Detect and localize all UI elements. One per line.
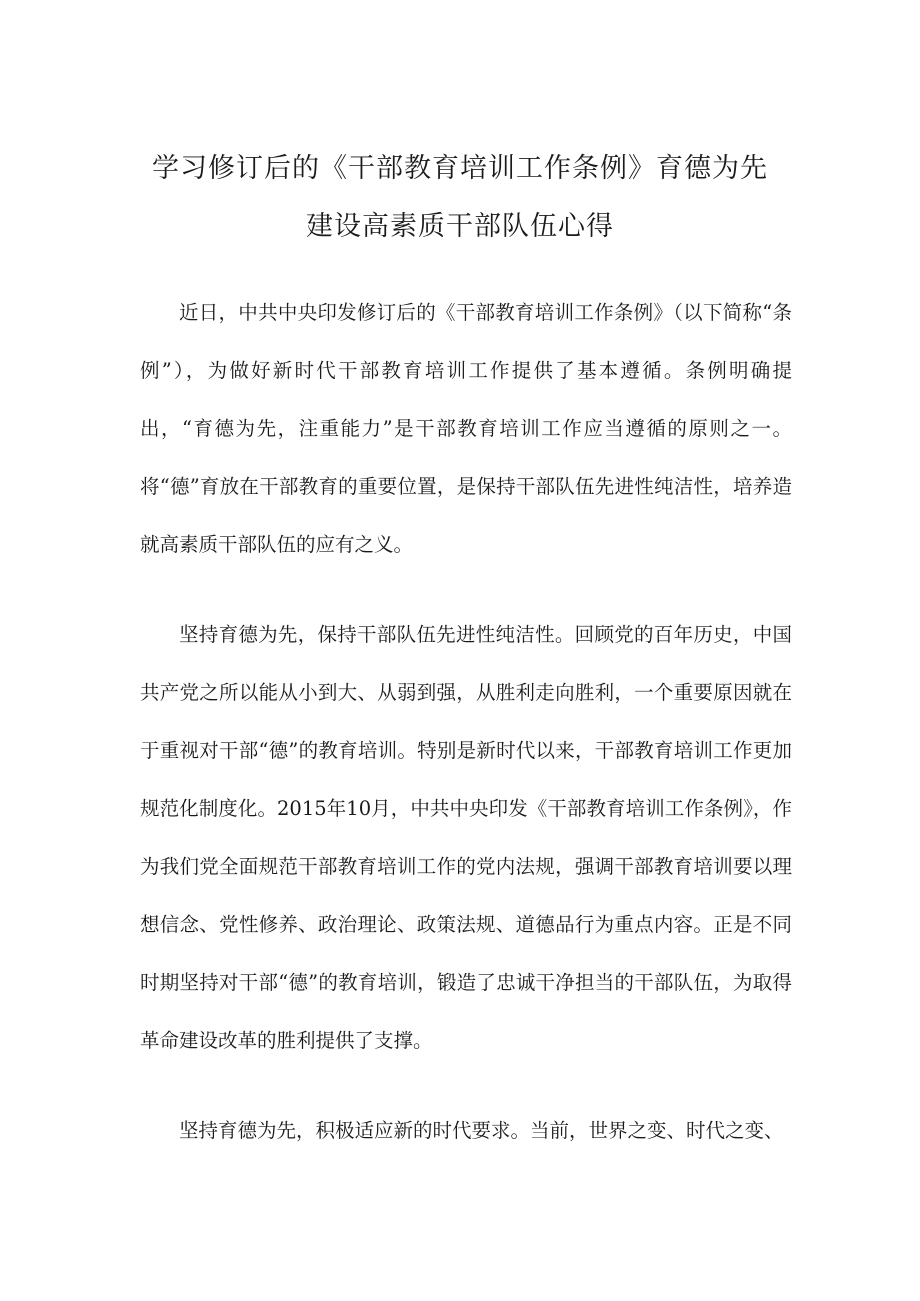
paragraph-2: 坚持育德为先，保持干部队伍先进性纯洁性。回顾党的百年历史，中国共产党之所以能从小到大、从弱到强，从胜利走向胜利，一个重要原因就在于重视对干部“德”的教育培训。特别是新时代以来，干部教育培训工作更加规范化制度化。2015年10月，中共中央印发《干部教育培训工作条例》，作为我们党全面规范干部教育培训工作的党内法规，强调干部教育培训要以理想信念、党性修养、政治理论、政策法规、道德品行为重点内容。正是不同时期坚持对干部“德”的教育培训，锻造了忠诚干净担当的干部队伍，为取得革命建设改革的胜利提供了支撑。 [140,623,792,1052]
document-body [140,284,792,1192]
paragraph-1: 近日，中共中央印发修订后的《干部教育培训工作条例》（以下简称“条例”），为做好新时代干部教育培训工作提供了基本遵循。条例明确提出，“育德为先，注重能力”是干部教育培训工作应当遵循的原则之一。将“德”育放在干部教育的重要位置，是保持干部队伍先进性纯洁性，培养造就高素质干部队伍的应有之义。 [140,301,792,556]
document-title [100,140,820,256]
title-line-1: 学习修订后的《干部教育培训工作条例》育德为先 [152,153,768,184]
paragraph-3: 坚持育德为先，积极适应新的时代要求。当前，世界之变、时代之变、 [179,1119,784,1142]
title-line-2: 建设高素质干部队伍心得 [306,211,614,242]
